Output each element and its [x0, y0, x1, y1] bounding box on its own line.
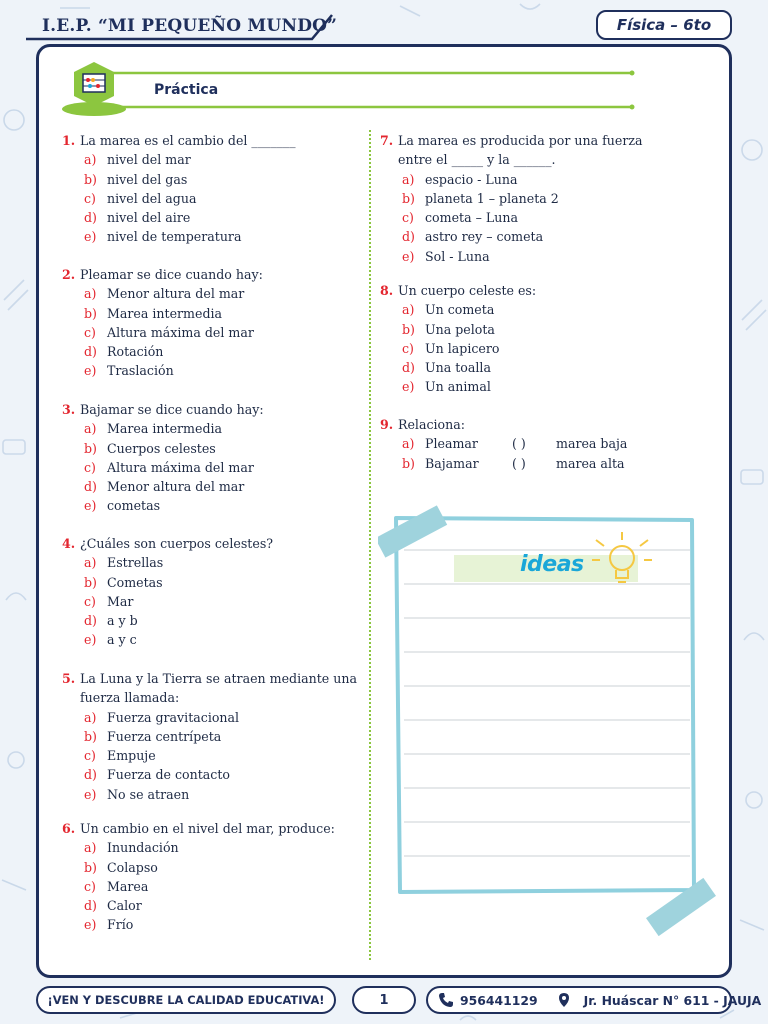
option[interactable] [380, 339, 670, 358]
option-letter: d) [402, 229, 415, 245]
option-text: Estrellas [107, 555, 164, 571]
option-letter: b) [84, 305, 97, 321]
column-divider [369, 130, 371, 960]
option-letter: d) [84, 767, 97, 783]
option-letter: d) [402, 360, 415, 376]
option-text: nivel del agua [107, 190, 197, 206]
option-text: cometas [107, 498, 161, 514]
option-letter: e) [84, 229, 97, 245]
option-letter: e) [84, 632, 97, 648]
option[interactable] [62, 208, 362, 227]
option[interactable] [380, 189, 670, 208]
option-letter: c) [84, 593, 96, 609]
option[interactable] [62, 361, 362, 380]
option-text: Menor altura del mar [107, 479, 245, 495]
question-number: 8. [380, 283, 394, 298]
option-letter: a) [402, 436, 415, 452]
option[interactable] [62, 592, 362, 611]
answer-blank[interactable]: ( ) [512, 455, 526, 471]
option-text: Traslación [107, 363, 174, 379]
option-letter: a) [84, 555, 97, 571]
question-stem: ¿Cuáles son cuerpos celestes? [80, 536, 274, 551]
option-letter: e) [84, 786, 97, 802]
option[interactable] [62, 284, 362, 303]
option-letter: c) [84, 190, 96, 206]
option-text: cometa – Luna [425, 210, 518, 226]
option[interactable] [62, 877, 362, 896]
option-text: a y b [107, 613, 138, 629]
option-letter: c) [84, 324, 96, 340]
option-text: nivel de temperatura [107, 229, 242, 245]
option[interactable] [380, 320, 670, 339]
option-letter: b) [84, 859, 97, 875]
phone-icon [438, 992, 454, 1008]
question-stem: Relaciona: [398, 417, 465, 432]
option[interactable] [380, 227, 670, 246]
question-7 [380, 131, 670, 266]
option-letter: b) [84, 574, 97, 590]
option-text: espacio - Luna [425, 171, 518, 187]
page-number: 1 [352, 986, 416, 1014]
option-letter: a) [402, 171, 415, 187]
question-number: 5. [62, 671, 76, 686]
question-6 [62, 819, 362, 935]
option[interactable] [62, 458, 362, 477]
option[interactable] [62, 553, 362, 572]
option-text: Fuerza gravitacional [107, 709, 240, 725]
option-letter: c) [84, 748, 96, 764]
option[interactable] [62, 630, 362, 649]
footer-contact [426, 986, 762, 1014]
option-text: nivel del aire [107, 210, 191, 226]
ideas-label: ideas [520, 552, 584, 577]
option[interactable] [62, 439, 362, 458]
option-text: Una pelota [425, 321, 495, 337]
question-stem: Un cambio en el nivel del mar, produce: [80, 821, 335, 836]
section-title: Práctica [154, 82, 219, 98]
option[interactable] [62, 727, 362, 746]
option[interactable] [62, 323, 362, 342]
option-letter: e) [84, 917, 97, 933]
option[interactable] [62, 170, 362, 189]
question-9 [380, 415, 670, 473]
option-text: Empuje [107, 748, 156, 764]
option[interactable] [380, 377, 670, 396]
option-letter: d) [84, 479, 97, 495]
phone-number: 956441129 [460, 992, 538, 1008]
option[interactable] [62, 496, 362, 515]
address: Jr. Huáscar N° 611 - JAUJA [583, 992, 762, 1008]
option[interactable] [62, 765, 362, 784]
option[interactable] [62, 915, 362, 934]
option-text: Una toalla [425, 360, 491, 376]
option-letter: d) [84, 344, 97, 360]
question-2 [62, 265, 362, 381]
relation-left-term: Bajamar [425, 455, 479, 471]
option-text: Un animal [425, 379, 491, 395]
option-text: Sol - Luna [425, 248, 490, 264]
option-letter: d) [84, 898, 97, 914]
option-text: a y c [107, 632, 137, 648]
option[interactable] [380, 247, 670, 266]
relation-row[interactable] [380, 434, 670, 453]
relation-right-term: marea alta [556, 455, 625, 471]
subject-label: Física – 6to [616, 16, 712, 34]
option-text: Altura máxima del mar [107, 324, 254, 340]
option-letter: c) [402, 340, 414, 356]
option-text: Un lapicero [425, 340, 500, 356]
option[interactable] [62, 477, 362, 496]
option[interactable] [62, 611, 362, 630]
option[interactable] [380, 208, 670, 227]
option-letter: c) [84, 878, 96, 894]
option-text: Fuerza centrípeta [107, 728, 222, 744]
option-letter: b) [402, 455, 415, 471]
option-text: Rotación [107, 344, 164, 360]
option[interactable] [62, 896, 362, 915]
question-number: 1. [62, 133, 76, 148]
question-number: 6. [62, 821, 76, 836]
option[interactable] [62, 708, 362, 727]
question-stem: La marea es el cambio del _______ [80, 133, 296, 148]
option[interactable] [62, 419, 362, 438]
option-text: astro rey – cometa [425, 229, 544, 245]
question-stem: Pleamar se dice cuando hay: [80, 267, 263, 282]
option-text: Marea intermedia [107, 305, 223, 321]
option-letter: d) [84, 210, 97, 226]
question-stem: Bajamar se dice cuando hay: [80, 402, 264, 417]
option[interactable] [62, 785, 362, 804]
option[interactable] [62, 573, 362, 592]
question-number: 7. [380, 133, 394, 148]
option-letter: b) [402, 321, 415, 337]
option-text: planeta 1 – planeta 2 [425, 190, 559, 206]
relation-row[interactable] [380, 454, 670, 473]
question-number: 4. [62, 536, 76, 551]
option-text: Frío [107, 917, 134, 933]
question-stem: La marea es producida por una fuerza entre el _____ y la ______. [398, 133, 643, 168]
footer-slogan: ¡VEN Y DESCUBRE LA CALIDAD EDUCATIVA! [36, 986, 336, 1014]
option-letter: e) [84, 363, 97, 379]
option-letter: b) [84, 728, 97, 744]
subject-badge [596, 10, 732, 40]
option-letter: a) [84, 840, 97, 856]
location-pin-icon [556, 992, 572, 1008]
option-letter: b) [84, 440, 97, 456]
option-letter: a) [402, 302, 415, 318]
option[interactable] [62, 838, 362, 857]
question-8 [380, 281, 670, 397]
option-text: nivel del gas [107, 171, 188, 187]
option-text: Fuerza de contacto [107, 767, 230, 783]
option[interactable] [380, 358, 670, 377]
option-text: Un cometa [425, 302, 495, 318]
question-number: 9. [380, 417, 394, 432]
question-stem: La Luna y la Tierra se atraen mediante una fuerza llamada: [80, 671, 357, 706]
option-text: nivel del mar [107, 152, 191, 168]
answer-blank[interactable]: ( ) [512, 436, 526, 452]
option-text: Marea intermedia [107, 421, 223, 437]
option-text: Inundación [107, 840, 179, 856]
option-letter: a) [84, 421, 97, 437]
option-letter: b) [84, 171, 97, 187]
option-letter: e) [84, 498, 97, 514]
option[interactable] [380, 170, 670, 189]
option-letter: c) [402, 210, 414, 226]
option[interactable] [62, 150, 362, 169]
option-text: Altura máxima del mar [107, 459, 254, 475]
option[interactable] [62, 342, 362, 361]
question-5 [62, 669, 362, 804]
option-text: Mar [107, 593, 134, 609]
option-letter: c) [84, 459, 96, 475]
option-letter: a) [84, 152, 97, 168]
option[interactable] [62, 858, 362, 877]
option-text: Cuerpos celestes [107, 440, 216, 456]
option-text: Marea [107, 878, 149, 894]
question-number: 3. [62, 402, 76, 417]
option-letter: e) [402, 379, 415, 395]
question-4 [62, 534, 362, 650]
option-letter: b) [402, 190, 415, 206]
question-number: 2. [62, 267, 76, 282]
option[interactable] [62, 304, 362, 323]
question-3 [62, 400, 362, 516]
option[interactable] [62, 227, 362, 246]
relation-left-term: Pleamar [425, 436, 478, 452]
option-text: Colapso [107, 859, 158, 875]
option-text: No se atraen [107, 786, 190, 802]
option-text: Calor [107, 898, 142, 914]
option-letter: a) [84, 286, 97, 302]
option-letter: e) [402, 248, 415, 264]
question-1 [62, 131, 362, 247]
school-name: I.E.P. “MI PEQUEÑO MUNDO” [42, 16, 338, 36]
option-letter: a) [84, 709, 97, 725]
relation-right-term: marea baja [556, 436, 628, 452]
option[interactable] [62, 189, 362, 208]
option-text: Menor altura del mar [107, 286, 245, 302]
option[interactable] [62, 746, 362, 765]
option-text: Cometas [107, 574, 163, 590]
option[interactable] [380, 300, 670, 319]
question-stem: Un cuerpo celeste es: [398, 283, 537, 298]
option-letter: d) [84, 613, 97, 629]
